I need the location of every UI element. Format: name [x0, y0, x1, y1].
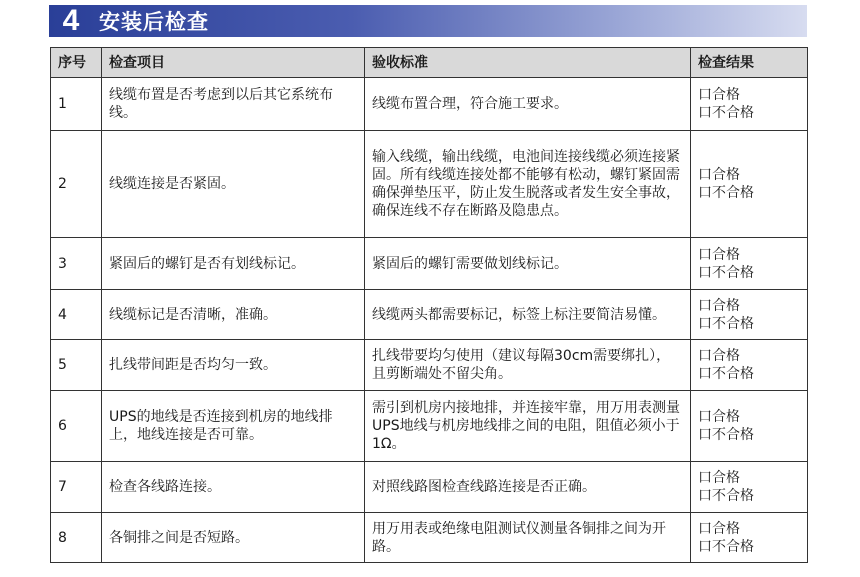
row-no: 4 — [51, 290, 102, 340]
row-item: 检查各线路连接。 — [102, 462, 365, 513]
row-item: 各铜排之间是否短路。 — [102, 513, 365, 563]
header-standard: 验收标准 — [365, 48, 691, 78]
pass-checkbox[interactable]: 口合格 — [698, 348, 740, 364]
row-item: 线缆标记是否清晰，准确。 — [102, 290, 365, 340]
section-banner — [49, 5, 807, 37]
row-standard: 紧固后的螺钉需要做划线标记。 — [365, 238, 691, 290]
row-item: 线缆连接是否紧固。 — [102, 131, 365, 238]
fail-checkbox[interactable]: 口不合格 — [698, 488, 754, 504]
pass-checkbox[interactable]: 口合格 — [698, 520, 740, 537]
pass-checkbox[interactable]: 口合格 — [698, 297, 740, 314]
row-result — [691, 462, 808, 513]
header-result: 检查结果 — [691, 48, 808, 78]
row-result — [691, 78, 808, 131]
table-row — [51, 462, 808, 513]
row-no: 7 — [51, 462, 102, 513]
table-row — [51, 391, 808, 462]
row-no: 5 — [51, 340, 102, 391]
fail-checkbox[interactable]: 口不合格 — [698, 185, 754, 201]
table-row — [51, 78, 808, 131]
pass-checkbox[interactable]: 口合格 — [698, 409, 740, 425]
row-no: 1 — [51, 78, 102, 131]
header-item: 检查项目 — [102, 48, 365, 78]
row-standard: 输入线缆，输出线缆，电池间连接线缆必须连接紧固。所有线缆连接处都不能够有松动，螺钉紧固需确保弹垫压平，防止发生脱落或者发生安全事故，确保连线不存在断路及隐患点。 — [365, 131, 691, 238]
row-standard: 线缆布置合理，符合施工要求。 — [365, 78, 691, 131]
table-row — [51, 131, 808, 238]
pass-checkbox[interactable]: 口合格 — [698, 167, 740, 183]
fail-checkbox[interactable]: 口不合格 — [698, 315, 754, 332]
section-title: 安装后检查 — [99, 10, 209, 34]
row-standard: 需引到机房内接地排，并连接牢靠，用万用表测量UPS地线与机房地线排之间的电阻，阻值必须小于1Ω。 — [365, 391, 691, 462]
fail-checkbox[interactable]: 口不合格 — [698, 427, 754, 443]
pass-checkbox[interactable]: 口合格 — [698, 246, 740, 263]
row-no: 3 — [51, 238, 102, 290]
fail-checkbox[interactable]: 口不合格 — [698, 366, 754, 382]
section-number: 4 — [62, 4, 80, 37]
row-standard: 用万用表或绝缘电阻测试仪测量各铜排之间为开路。 — [365, 513, 691, 563]
header-no: 序号 — [51, 48, 102, 78]
row-no: 6 — [51, 391, 102, 462]
pass-checkbox[interactable]: 口合格 — [698, 470, 740, 486]
row-standard: 扎线带要均匀使用（建议每隔30cm需要绑扎），且剪断端处不留尖角。 — [365, 340, 691, 391]
row-result — [691, 290, 808, 340]
pass-checkbox[interactable]: 口合格 — [698, 87, 740, 103]
row-result — [691, 391, 808, 462]
table-row — [51, 238, 808, 290]
row-result — [691, 513, 808, 563]
row-no: 8 — [51, 513, 102, 563]
row-item: 紧固后的螺钉是否有划线标记。 — [102, 238, 365, 290]
row-result — [691, 340, 808, 391]
row-item: 扎线带间距是否均匀一致。 — [102, 340, 365, 391]
row-standard: 对照线路图检查线路连接是否正确。 — [365, 462, 691, 513]
table-row — [51, 513, 808, 563]
row-result — [691, 131, 808, 238]
fail-checkbox[interactable]: 口不合格 — [698, 538, 754, 555]
row-result — [691, 238, 808, 290]
row-standard: 线缆两头都需要标记，标签上标注要简洁易懂。 — [365, 290, 691, 340]
table-row — [51, 340, 808, 391]
table-header-row — [51, 48, 808, 78]
row-item: UPS的地线是否连接到机房的地线排上，地线连接是否可靠。 — [102, 391, 365, 462]
inspection-table — [50, 47, 808, 563]
table-row — [51, 290, 808, 340]
fail-checkbox[interactable]: 口不合格 — [698, 105, 754, 121]
row-item: 线缆布置是否考虑到以后其它系统布线。 — [102, 78, 365, 131]
row-no: 2 — [51, 131, 102, 238]
fail-checkbox[interactable]: 口不合格 — [698, 264, 754, 281]
